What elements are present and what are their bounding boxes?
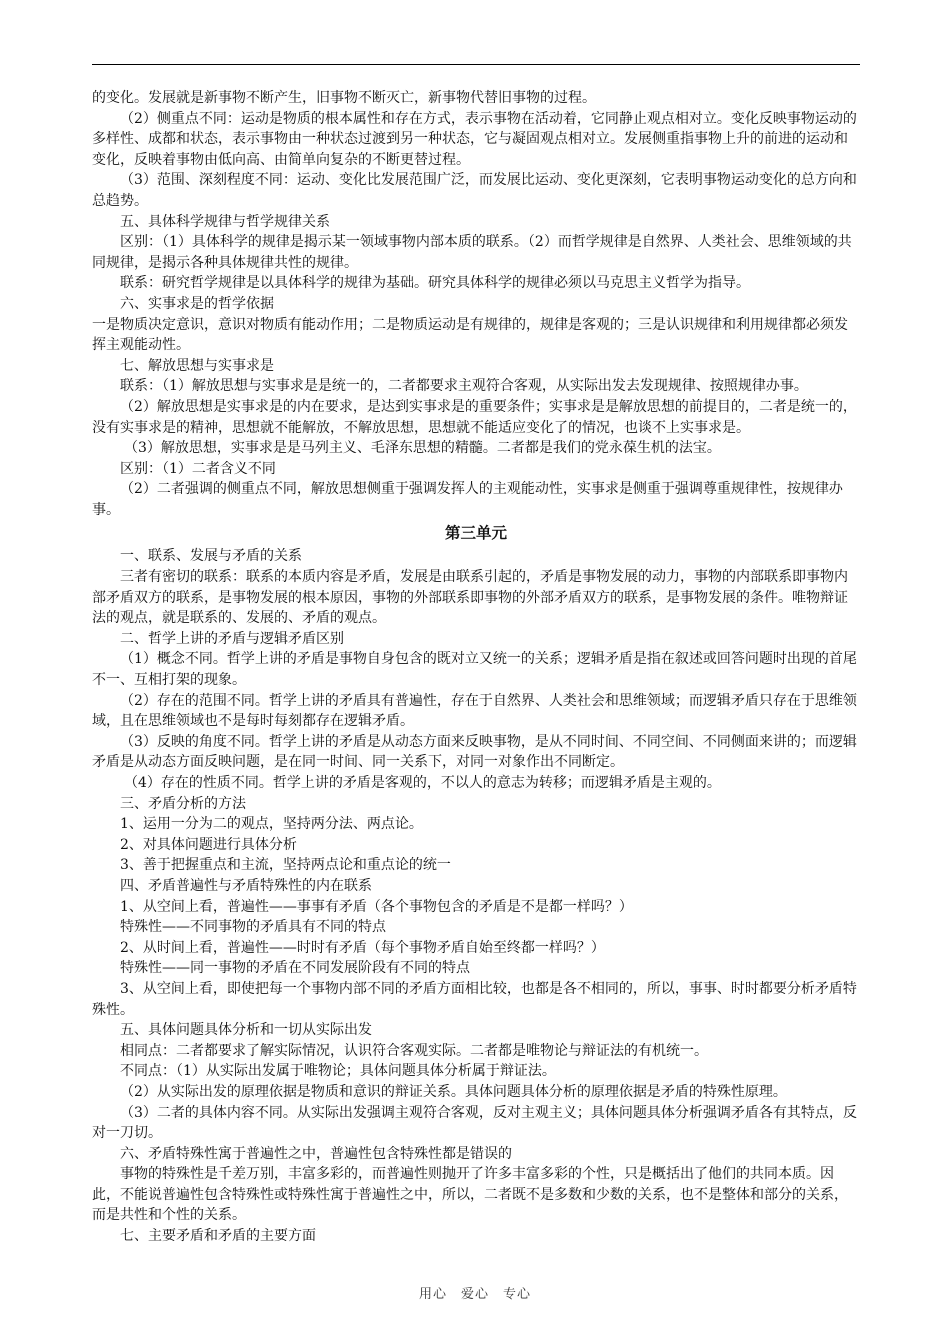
paragraph: 区别：（1）具体科学的规律是揭示某一领域事物内部本质的联系。（2）而哲学规律是自然界、人类社会、思维领域的共同规律，是揭示各种具体规律共性的规律。 [92, 234, 852, 271]
paragraph: （3）范围、深刻程度不同：运动、变化比发展范围广泛，而发展比运动、变化更深刻，它表明事物运动变化的总方向和总趋势。 [92, 172, 857, 209]
paragraphs-before [92, 88, 860, 520]
page-footer: 用心 爱心 专心 [418, 1287, 531, 1302]
paragraph: 一是物质决定意识，意识对物质有能动作用；二是物质运动是有规律的，规律是客观的；三是认识规律和利用规律都必须发挥主观能动性。 [92, 316, 848, 354]
paragraph: 2、从时间上看，普遍性——时时有矛盾（每个事物矛盾自始至终都一样吗？） [120, 939, 605, 956]
paragraph: （2）从实际出发的原理依据是物质和意识的辩证关系。具体问题具体分析的原理依据是矛盾的特殊性原理。 [120, 1083, 787, 1100]
paragraph: （3）二者的具体内容不同。从实际出发强调主观符合客观，反对主观主义；具体问题具体分析强调矛盾各有其特点，反对一刀切。 [92, 1104, 857, 1142]
paragraph: 四、矛盾普遍性与矛盾特殊性的内在联系 [120, 877, 372, 894]
paragraph: 联系：研究哲学规律是以具体科学的规律为基础。研究具体科学的规律必须以马克思主义哲学为指导。 [120, 275, 750, 292]
paragraph: 3、从空间上看，即使把每一个事物内部不同的矛盾方面相比较，也都是各不相同的，所以，事事、时时都要分析矛盾特殊性。 [92, 980, 857, 1018]
paragraph: 联系：（1）解放思想与实事求是是统一的，二者都要求主观符合客观，从实际出发去发现规律、按照规律办事。 [120, 378, 808, 395]
paragraph: 特殊性——不同事物的矛盾具有不同的特点 [120, 919, 386, 936]
paragraph: （2）二者强调的侧重点不同，解放思想侧重于强调发挥人的主观能动性，实事求是侧重于强调尊重规律性，按规律办事。 [92, 481, 843, 518]
paragraph: 的变化。发展就是新事物不断产生，旧事物不断灭亡，新事物代替旧事物的过程。 [92, 90, 596, 106]
paragraph: 七、解放思想与实事求是 [120, 357, 274, 374]
paragraph: （2）存在的范围不同。哲学上讲的矛盾具有普遍性，存在于自然界、人类社会和思维领域；而逻辑矛盾只存在于思维领域，且在思维领域也不是每时每刻都存在逻辑矛盾。 [92, 692, 857, 730]
paragraph: 三、矛盾分析的方法 [120, 795, 246, 812]
paragraph: 1、从空间上看，普遍性——事事有矛盾（各个事物包含的矛盾是不是都一样吗？） [120, 898, 633, 915]
paragraphs-after [92, 546, 860, 1246]
document-body [92, 88, 860, 1247]
paragraph: 五、具体问题具体分析和一切从实际出发 [120, 1022, 372, 1039]
paragraph: 相同点：二者都要求了解实际情况，认识符合客观实际。二者都是唯物论与辩证法的有机统一。 [120, 1042, 708, 1059]
paragraph: 七、主要矛盾和矛盾的主要方面 [120, 1228, 316, 1245]
paragraph: 1、运用一分为二的观点，坚持两分法、两点论。 [120, 816, 423, 833]
paragraph: 一、联系、发展与矛盾的关系 [120, 548, 302, 565]
paragraph: （3）解放思想，实事求是是马列主义、毛泽东思想的精髓。二者都是我们的党永葆生机的法宝。 [124, 440, 721, 457]
paragraph: （3）反映的角度不同。哲学上讲的矛盾是从动态方面来反映事物，是从不同时间、不同空间、不同侧面来讲的；而逻辑矛盾是从动态方面反映问题，是在同一时间、同一关系下，对同一对象作出不同断定。 [92, 733, 857, 771]
paragraph: 三者有密切的联系：联系的本质内容是矛盾，发展是由联系引起的，矛盾是事物发展的动力，事物的内部联系即事物内部矛盾双方的联系，是事物发展的根本原因，事物的外部联系即事物的外部矛盾双方的联系，是事物发展的条件。唯物辩证法的观点，就是联系的、发展的、矛盾的观点。 [92, 569, 848, 627]
header-rule [92, 64, 860, 65]
paragraph: 五、具体科学规律与哲学规律关系 [120, 213, 330, 230]
paragraph: 六、矛盾特殊性寓于普遍性之中，普遍性包含特殊性都是错误的 [120, 1145, 512, 1162]
paragraph: （4）存在的性质不同。哲学上讲的矛盾是客观的，不以人的意志为转移；而逻辑矛盾是主观的。 [124, 775, 721, 791]
section-title: 第三单元 [444, 523, 507, 543]
paragraph: （2）侧重点不同：运动是物质的根本属性和存在方式，表示事物在活动着，它同静止观点相对立。变化反映事物运动的多样性、成都和状态，表示事物由一种状态过渡到另一种状态，它与凝固观点相对立。发展侧重指事物上升的前进的运动和变化，反映着事物由低向高、由简单向复杂的不断更替过程。 [92, 110, 857, 168]
paragraph: 二、哲学上讲的矛盾与逻辑矛盾区别 [120, 630, 344, 647]
paragraph: （2）解放思想是实事求是的内在要求，是达到实事求是的重要条件；实事求是是解放思想的前提目的，二者是统一的，没有实事求是的精神，思想就不能解放，不解放思想，思想就不能适应变化了的情况，也谈不上实事求是。 [92, 398, 857, 436]
paragraph: 不同点：（1）从实际出发属于唯物论；具体问题具体分析属于辩证法。 [120, 1063, 556, 1080]
paragraph: （1）概念不同。哲学上讲的矛盾是事物自身包含的既对立又统一的关系；逻辑矛盾是指在叙述或回答问题时出现的首尾不一、互相打架的现象。 [92, 651, 857, 689]
paragraph: 2、对具体问题进行具体分析 [120, 836, 297, 853]
paragraph: 六、实事求是的哲学依据 [120, 295, 274, 312]
paragraph: 区别：（1）二者含义不同 [120, 460, 276, 477]
paragraph: 特殊性——同一事物的矛盾在不同发展阶段有不同的特点 [120, 960, 470, 977]
paragraph: 3、善于把握重点和主流，坚持两点论和重点论的统一 [120, 857, 451, 874]
paragraph: 事物的特殊性是千差万别，丰富多彩的，而普遍性则抛开了许多丰富多彩的个性，只是概括出了他们的共同本质。因此，不能说普遍性包含特殊性或特殊性寓于普遍性之中，所以，二者既不是多数和少数的关系，也不是整体和部分的关系，而是共性和个性的关系。 [92, 1166, 848, 1224]
